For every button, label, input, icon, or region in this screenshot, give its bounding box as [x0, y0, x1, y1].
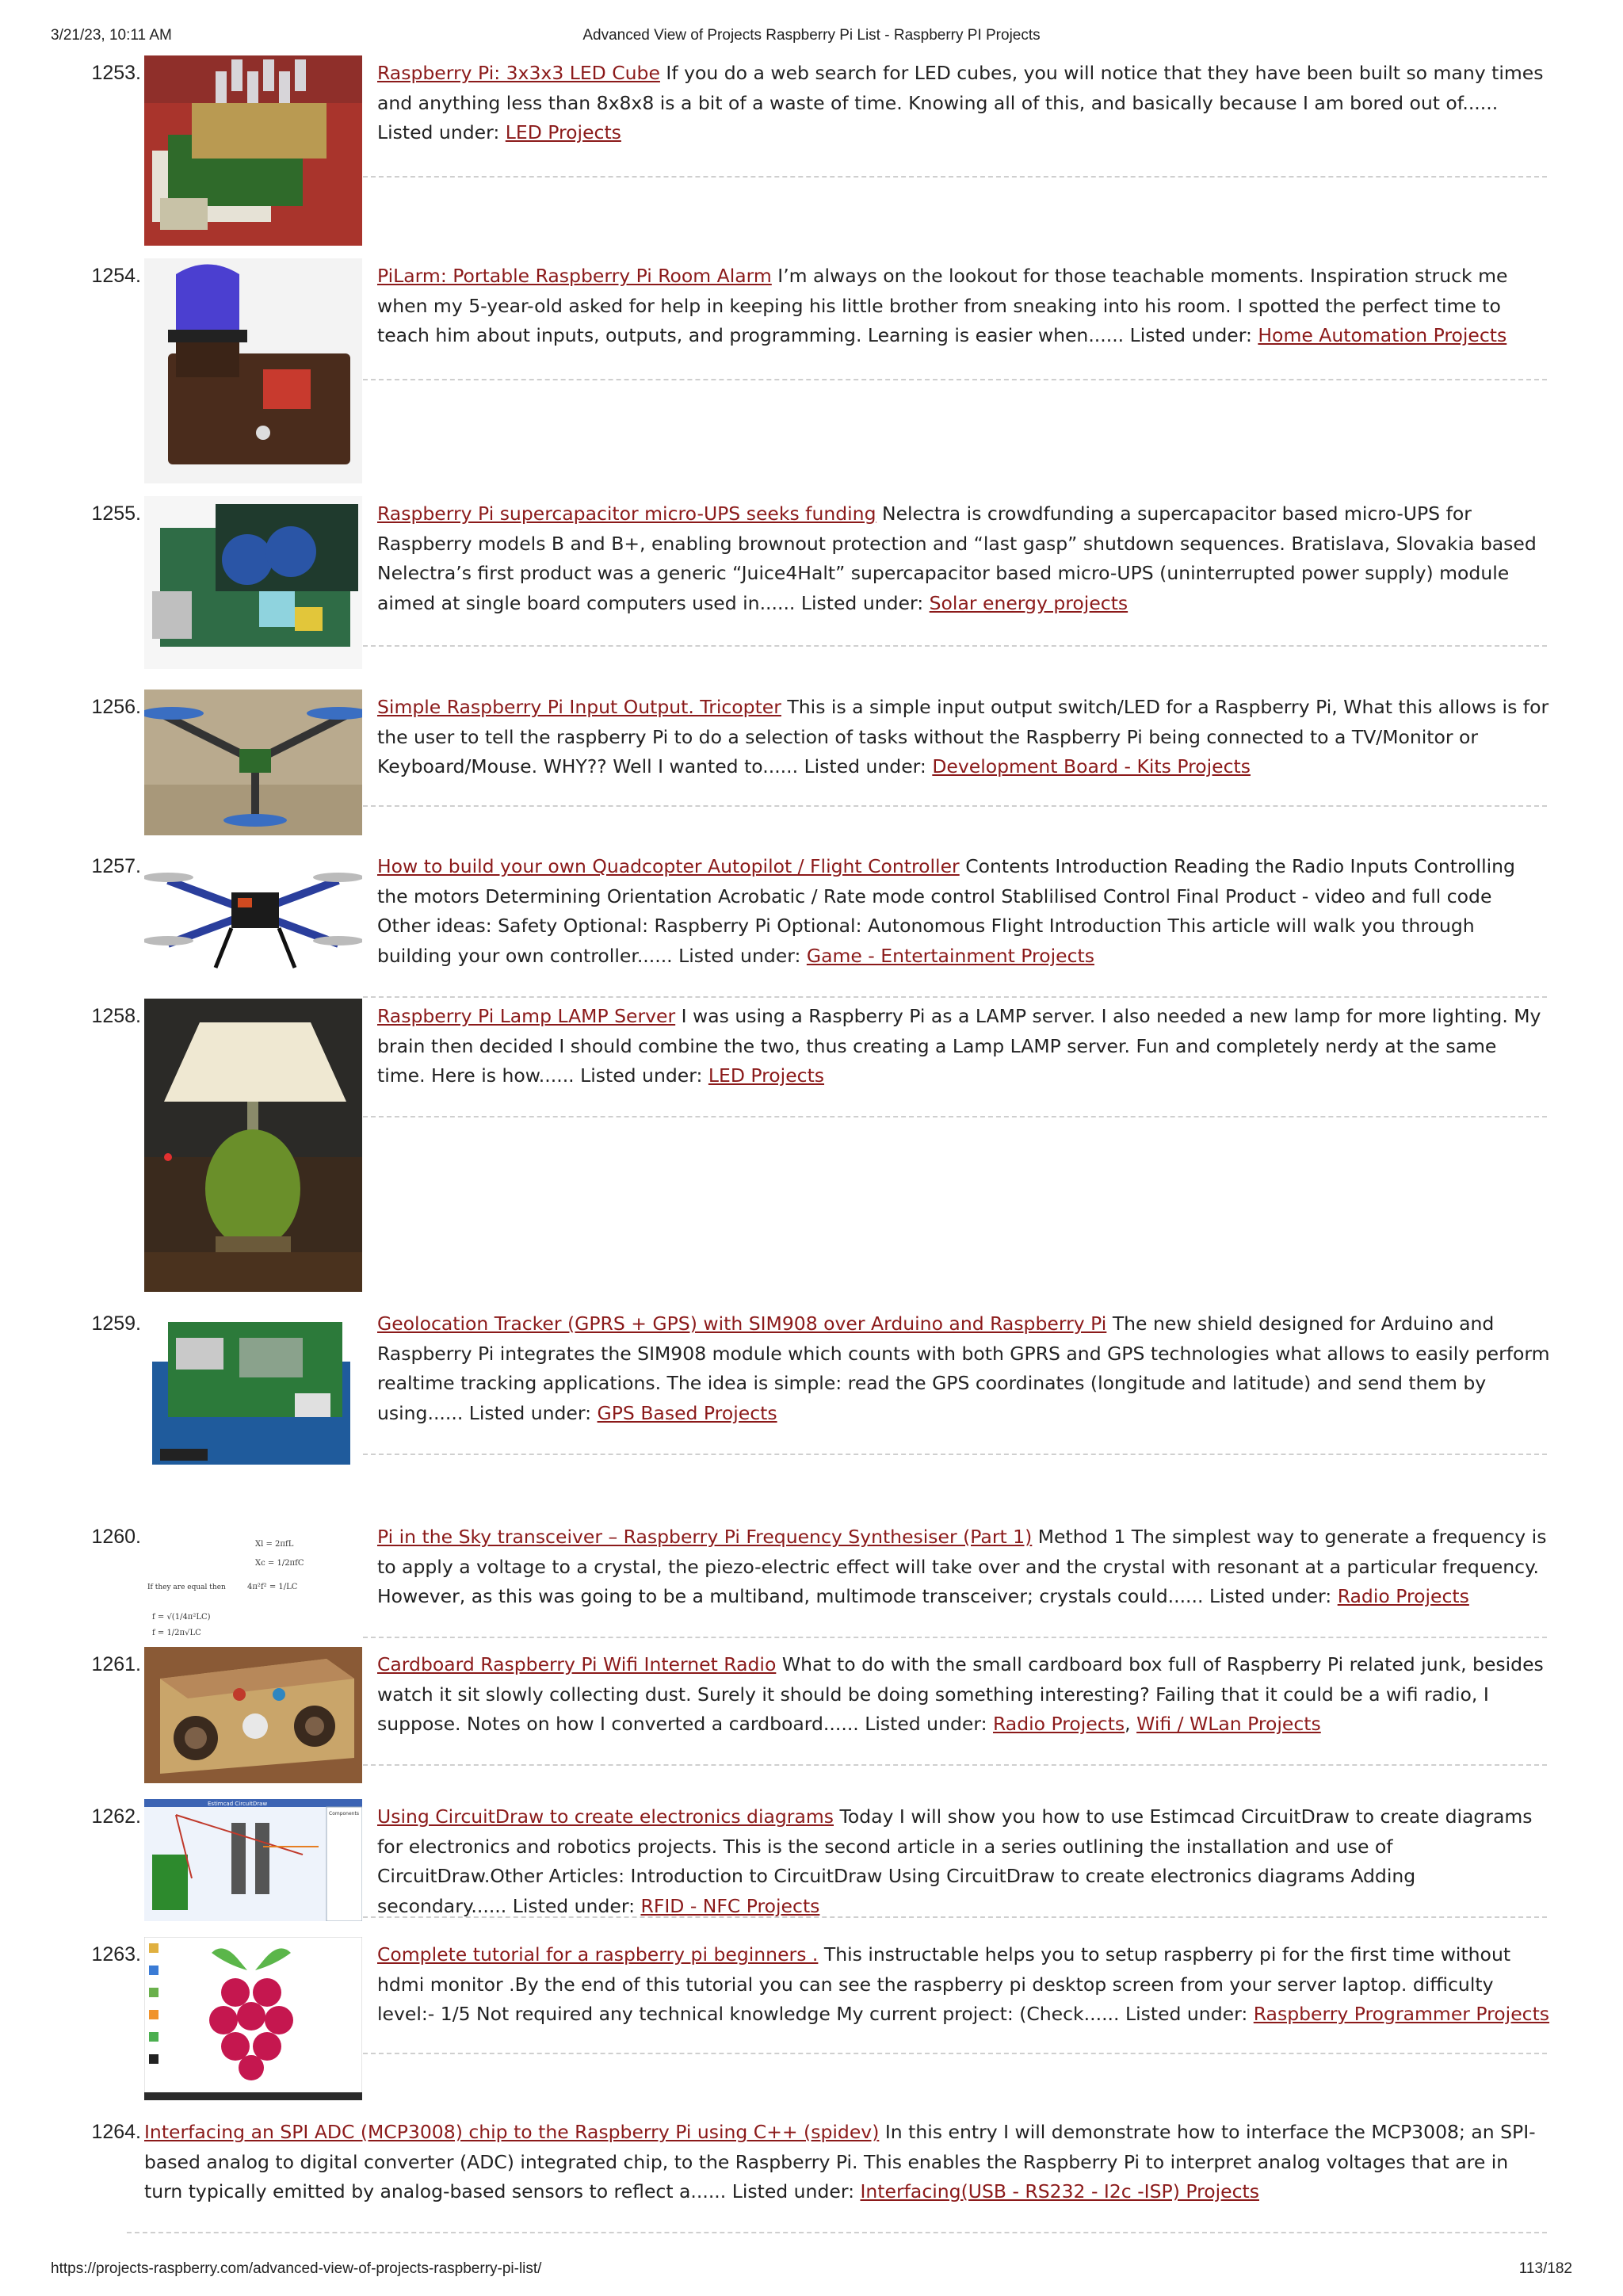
entry-number: 1262. — [91, 1805, 141, 1828]
entry-number: 1261. — [91, 1653, 141, 1675]
category-link[interactable]: Wifi / WLan Projects — [1136, 1713, 1321, 1735]
entry-body — [377, 262, 1550, 351]
print-date: 3/21/23, 10:11 AM — [51, 27, 172, 44]
entry-body: Cardboard Raspberry Pi Wifi Internet Radio What to do with the small cardboard box full of Raspberry Pi related junk, besides watch it sit slowly collecting dust. Surely it should be doing something interesting? Failing that it could be a wifi radio, I suppose. Notes on how I converted a cardboard...... Listed under: Radio Projects, Wifi / WLan Projects — [377, 1653, 1544, 1735]
listed-under-label: Listed under: — [804, 755, 926, 777]
category-link[interactable]: Raspberry Programmer Projects — [1253, 2003, 1550, 2025]
category-link[interactable]: RFID - NFC Projects — [640, 1894, 820, 1917]
category-link[interactable]: LED Projects — [505, 121, 621, 143]
room-alarm-image — [144, 258, 362, 483]
entry-separator — [363, 996, 1547, 998]
category-link[interactable]: Home Automation Projects — [1258, 324, 1507, 346]
thumbnail-room-alarm[interactable] — [144, 258, 362, 483]
entry-body — [377, 852, 1550, 971]
entry-description: Today I will show you how to use Estimcad CircuitDraw to create diagrams for electronics and robotics projects. This is the second article in a series outlining the installation and use of CircuitDraw.Other Articles: Introduction to CircuitDraw Using CircuitDraw to create electronics diagrams Adding secondary...... — [377, 1805, 1533, 1917]
listed-under-label: Listed under: — [468, 1401, 592, 1424]
raspberry-desktop-image — [144, 1937, 362, 2100]
entry-title-link[interactable]: Raspberry Pi: 3x3x3 LED Cube — [377, 62, 660, 84]
listed-under-label: Listed under: — [1209, 1585, 1332, 1607]
category-link[interactable]: GPS Based Projects — [597, 1401, 777, 1424]
entry-title-link[interactable]: PiLarm: Portable Raspberry Pi Room Alarm — [377, 265, 772, 287]
entry-title-link[interactable]: Simple Raspberry Pi Input Output. Tricopter — [377, 696, 781, 718]
entry-title-link[interactable]: Interfacing an SPI ADC (MCP3008) chip to the Raspberry Pi using C++ (spidev) — [144, 2121, 880, 2143]
entry-separator — [363, 379, 1547, 380]
thumbnail-micro-ups[interactable] — [144, 496, 362, 669]
entry-description: Contents Introduction Reading the Radio Inputs Controlling the motors Determining Orientation Acrobatic / Rate mode control Stablilised Control Final Product - video and full code Other ideas: Safety Optional: Raspberry Pi Optional: Autonomous Flight Introduction This article will walk you through building your own controller...... — [377, 855, 1515, 967]
quadcopter-image — [144, 849, 362, 976]
svg-text:f = √(1/4π²LC): f = √(1/4π²LC) — [152, 1613, 211, 1622]
entry-description: In this entry I will demonstrate how to interface the MCP3008; an SPI-based analog to digital converter (ADC) integrated chip, to the Raspberry Pi. This enables the Raspberry Pi to interpret analog voltages that are in turn typically emitted by analog-based sensors to reflect a...... — [144, 2121, 1536, 2202]
led-cube-image — [144, 55, 362, 246]
entry-description: Nelectra is crowdfunding a supercapacitor based micro-UPS for Raspberry models B and B+, enabling brownout protection and “last gasp” shutdown sequences. Bratislava, Slovakia based Nelectra’s first product was a generic “Juice4Halt” supercapacitor based micro-UPS (uninterrupted power supply) module aimed at single board computers used in...... — [377, 502, 1537, 614]
listed-under-label: Listed under: — [865, 1713, 987, 1735]
entry-body — [377, 59, 1550, 148]
entry-title-link[interactable]: Raspberry Pi Lamp LAMP Server — [377, 1005, 676, 1027]
entry-number: 1258. — [91, 1005, 141, 1027]
entry-body — [144, 2118, 1550, 2207]
listed-under-label: Listed under: — [678, 944, 801, 967]
formula-caption: If they are equal then — [147, 1584, 226, 1591]
entry-number: 1253. — [91, 62, 141, 84]
category-link[interactable]: LED Projects — [708, 1064, 825, 1087]
entry-title-link[interactable]: Raspberry Pi supercapacitor micro-UPS seeks funding — [377, 502, 876, 525]
entry-title-link[interactable]: Using CircuitDraw to create electronics diagrams — [377, 1805, 834, 1828]
entry-body — [377, 1522, 1550, 1612]
svg-text:Xl = 2πfL: Xl = 2πfL — [255, 1540, 294, 1549]
listed-under-label: Listed under: — [512, 1894, 635, 1917]
entry-number: 1257. — [91, 855, 141, 877]
entry-separator — [363, 1454, 1547, 1455]
category-link[interactable]: Development Board - Kits Projects — [932, 755, 1251, 777]
entry-description: This instructable helps you to setup raspberry pi for the first time without hdmi monitor .By the end of this tutorial you can see the raspberry pi desktop screen from your server laptop. difficulty level:- 1/5 Not required any technical knowledge My current project: (Check...... — [377, 1943, 1511, 2025]
listed-under-label: Listed under: — [731, 2180, 854, 2202]
entry-description: I was using a Raspberry Pi as a LAMP server. I also needed a new lamp for more lighting. My brain then decided I should combine the two, thus creating a Lamp LAMP server. Fun and completely nerdy at the same time. Here is how...... — [377, 1005, 1541, 1087]
thumbnail-circuitdraw[interactable] — [144, 1799, 362, 1921]
entry-title-link[interactable]: How to build your own Quadcopter Autopilot / Flight Controller — [377, 855, 960, 877]
thumbnail-quadcopter[interactable] — [144, 849, 362, 976]
print-header — [51, 27, 1572, 49]
frequency-formula-image — [144, 1532, 362, 1640]
entry-description: If you do a web search for LED cubes, you will notice that they have been built so many times and anything less than 8x8x8 is a bit of a waste of time. Knowing all of this, and basically because I am bored out of...... — [377, 62, 1544, 114]
svg-text:Xc = 1/2πfC: Xc = 1/2πfC — [255, 1559, 304, 1568]
entry-number: 1256. — [91, 696, 141, 718]
entry-separator — [363, 645, 1547, 647]
category-link[interactable]: Solar energy projects — [929, 591, 1128, 614]
circuitdraw-panel: Components — [329, 1811, 359, 1817]
entry-body — [377, 693, 1550, 782]
entry-body — [377, 1002, 1550, 1091]
entry-separator — [363, 1916, 1547, 1918]
listed-under-label: Listed under: — [1125, 2003, 1248, 2025]
entry-separator — [363, 2053, 1547, 2054]
category-link[interactable]: Game - Entertainment Projects — [806, 944, 1094, 967]
entry-separator — [363, 1116, 1547, 1117]
entry-description: What to do with the small cardboard box full of Raspberry Pi related junk, besides watch it sit slowly collecting dust. Surely it should be doing something interesting? Failing that it could be a wifi radio, I suppose. Notes on how I converted a cardboard...... — [377, 1653, 1544, 1735]
entry-body — [377, 1940, 1550, 2030]
entry-title-link[interactable]: Cardboard Raspberry Pi Wifi Internet Radio — [377, 1653, 777, 1675]
entry-separator — [363, 805, 1547, 807]
entry-description: The new shield designed for Arduino and Raspberry Pi integrates the SIM908 module which counts with both GPRS and GPS technologies what allows to easily perform realtime tracking applications. The idea is simple: read the GPS coordinates (longitude and latitude) and send them by using...... — [377, 1312, 1550, 1424]
category-link[interactable]: Interfacing(USB - RS232 - I2c -ISP) Projects — [860, 2180, 1259, 2202]
thumbnail-tricopter[interactable] — [144, 690, 362, 835]
thumbnail-cardboard-radio[interactable] — [144, 1647, 362, 1783]
entry-separator — [363, 176, 1547, 178]
svg-text:f = 1/2π√LC: f = 1/2π√LC — [152, 1629, 201, 1637]
entry-body — [377, 1802, 1550, 1921]
print-footer — [51, 2260, 1572, 2283]
listed-under-label: Listed under: — [580, 1064, 703, 1087]
entry-number: 1254. — [91, 265, 141, 287]
category-link[interactable]: Radio Projects — [993, 1713, 1125, 1735]
entry-description: Method 1 The simplest way to generate a frequency is to apply a voltage to a crystal, the piezo-electric effect will take over and the crystal with resonant at a particular frequency. However, as this was going to be a multiband, multimode transceiver; crystals could...... — [377, 1526, 1547, 1607]
entry-title-link[interactable]: Complete tutorial for a raspberry pi beginners . — [377, 1943, 819, 1966]
thumbnail-raspberry-desktop[interactable] — [144, 1937, 362, 2100]
print-url: https://projects-raspberry.com/advanced-view-of-projects-raspberry-pi-list/ — [51, 2260, 542, 2277]
entry-description: This is a simple input output switch/LED for a Raspberry Pi, What this allows is for the user to tell the raspberry Pi to do a selection of tasks without the Raspberry Pi being connected to a TV/Monitor or Keyboard/Mouse. WHY?? Well I wanted to...... — [377, 696, 1549, 777]
cardboard-radio-image — [144, 1647, 362, 1783]
svg-text:4π²f² = 1/LC: 4π²f² = 1/LC — [247, 1583, 298, 1591]
page-number: 113/182 — [1518, 2260, 1572, 2277]
thumbnail-geolocation-tracker[interactable] — [144, 1306, 362, 1485]
circuitdraw-title: Estimcad CircuitDraw — [208, 1801, 268, 1807]
entry-body — [377, 499, 1550, 618]
entry-separator — [363, 1764, 1547, 1766]
thumbnail-frequency-formulas[interactable] — [144, 1532, 362, 1640]
geolocation-tracker-image — [144, 1306, 362, 1485]
entry-number: 1259. — [91, 1312, 141, 1335]
entry-number: 1263. — [91, 1943, 141, 1966]
entry-separator — [363, 1637, 1547, 1638]
entry-number: 1264. — [91, 2121, 141, 2143]
micro-ups-image — [144, 496, 362, 669]
lamp-server-image — [144, 999, 362, 1292]
entry-separator — [127, 2232, 1547, 2233]
thumbnail-led-cube[interactable] — [144, 55, 362, 246]
listed-under-label: Listed under: — [377, 121, 500, 143]
entry-number: 1260. — [91, 1526, 141, 1548]
thumbnail-lamp-server[interactable] — [144, 999, 362, 1292]
print-title: Advanced View of Projects Raspberry Pi List - Raspberry PI Projects — [582, 27, 1041, 44]
entry-body — [377, 1309, 1550, 1428]
tricopter-image — [144, 690, 362, 835]
entry-description: I’m always on the lookout for those teachable moments. Inspiration struck me when my 5-year-old asked for help in keeping his little brother from sneaking into his room. I spotted the perfect time to teach him about inputs, outputs, and programming. Learning is easier when...... — [377, 265, 1508, 346]
listed-under-label: Listed under: — [1129, 324, 1252, 346]
circuitdraw-image — [144, 1799, 362, 1921]
entry-number: 1255. — [91, 502, 141, 525]
listed-under-label: Listed under: — [800, 591, 924, 614]
entry-title-link[interactable]: Geolocation Tracker (GPRS + GPS) with SIM908 over Arduino and Raspberry Pi — [377, 1312, 1107, 1335]
category-link[interactable]: Radio Projects — [1337, 1585, 1469, 1607]
entry-title-link[interactable]: Pi in the Sky transceiver – Raspberry Pi Frequency Synthesiser (Part 1) — [377, 1526, 1033, 1548]
